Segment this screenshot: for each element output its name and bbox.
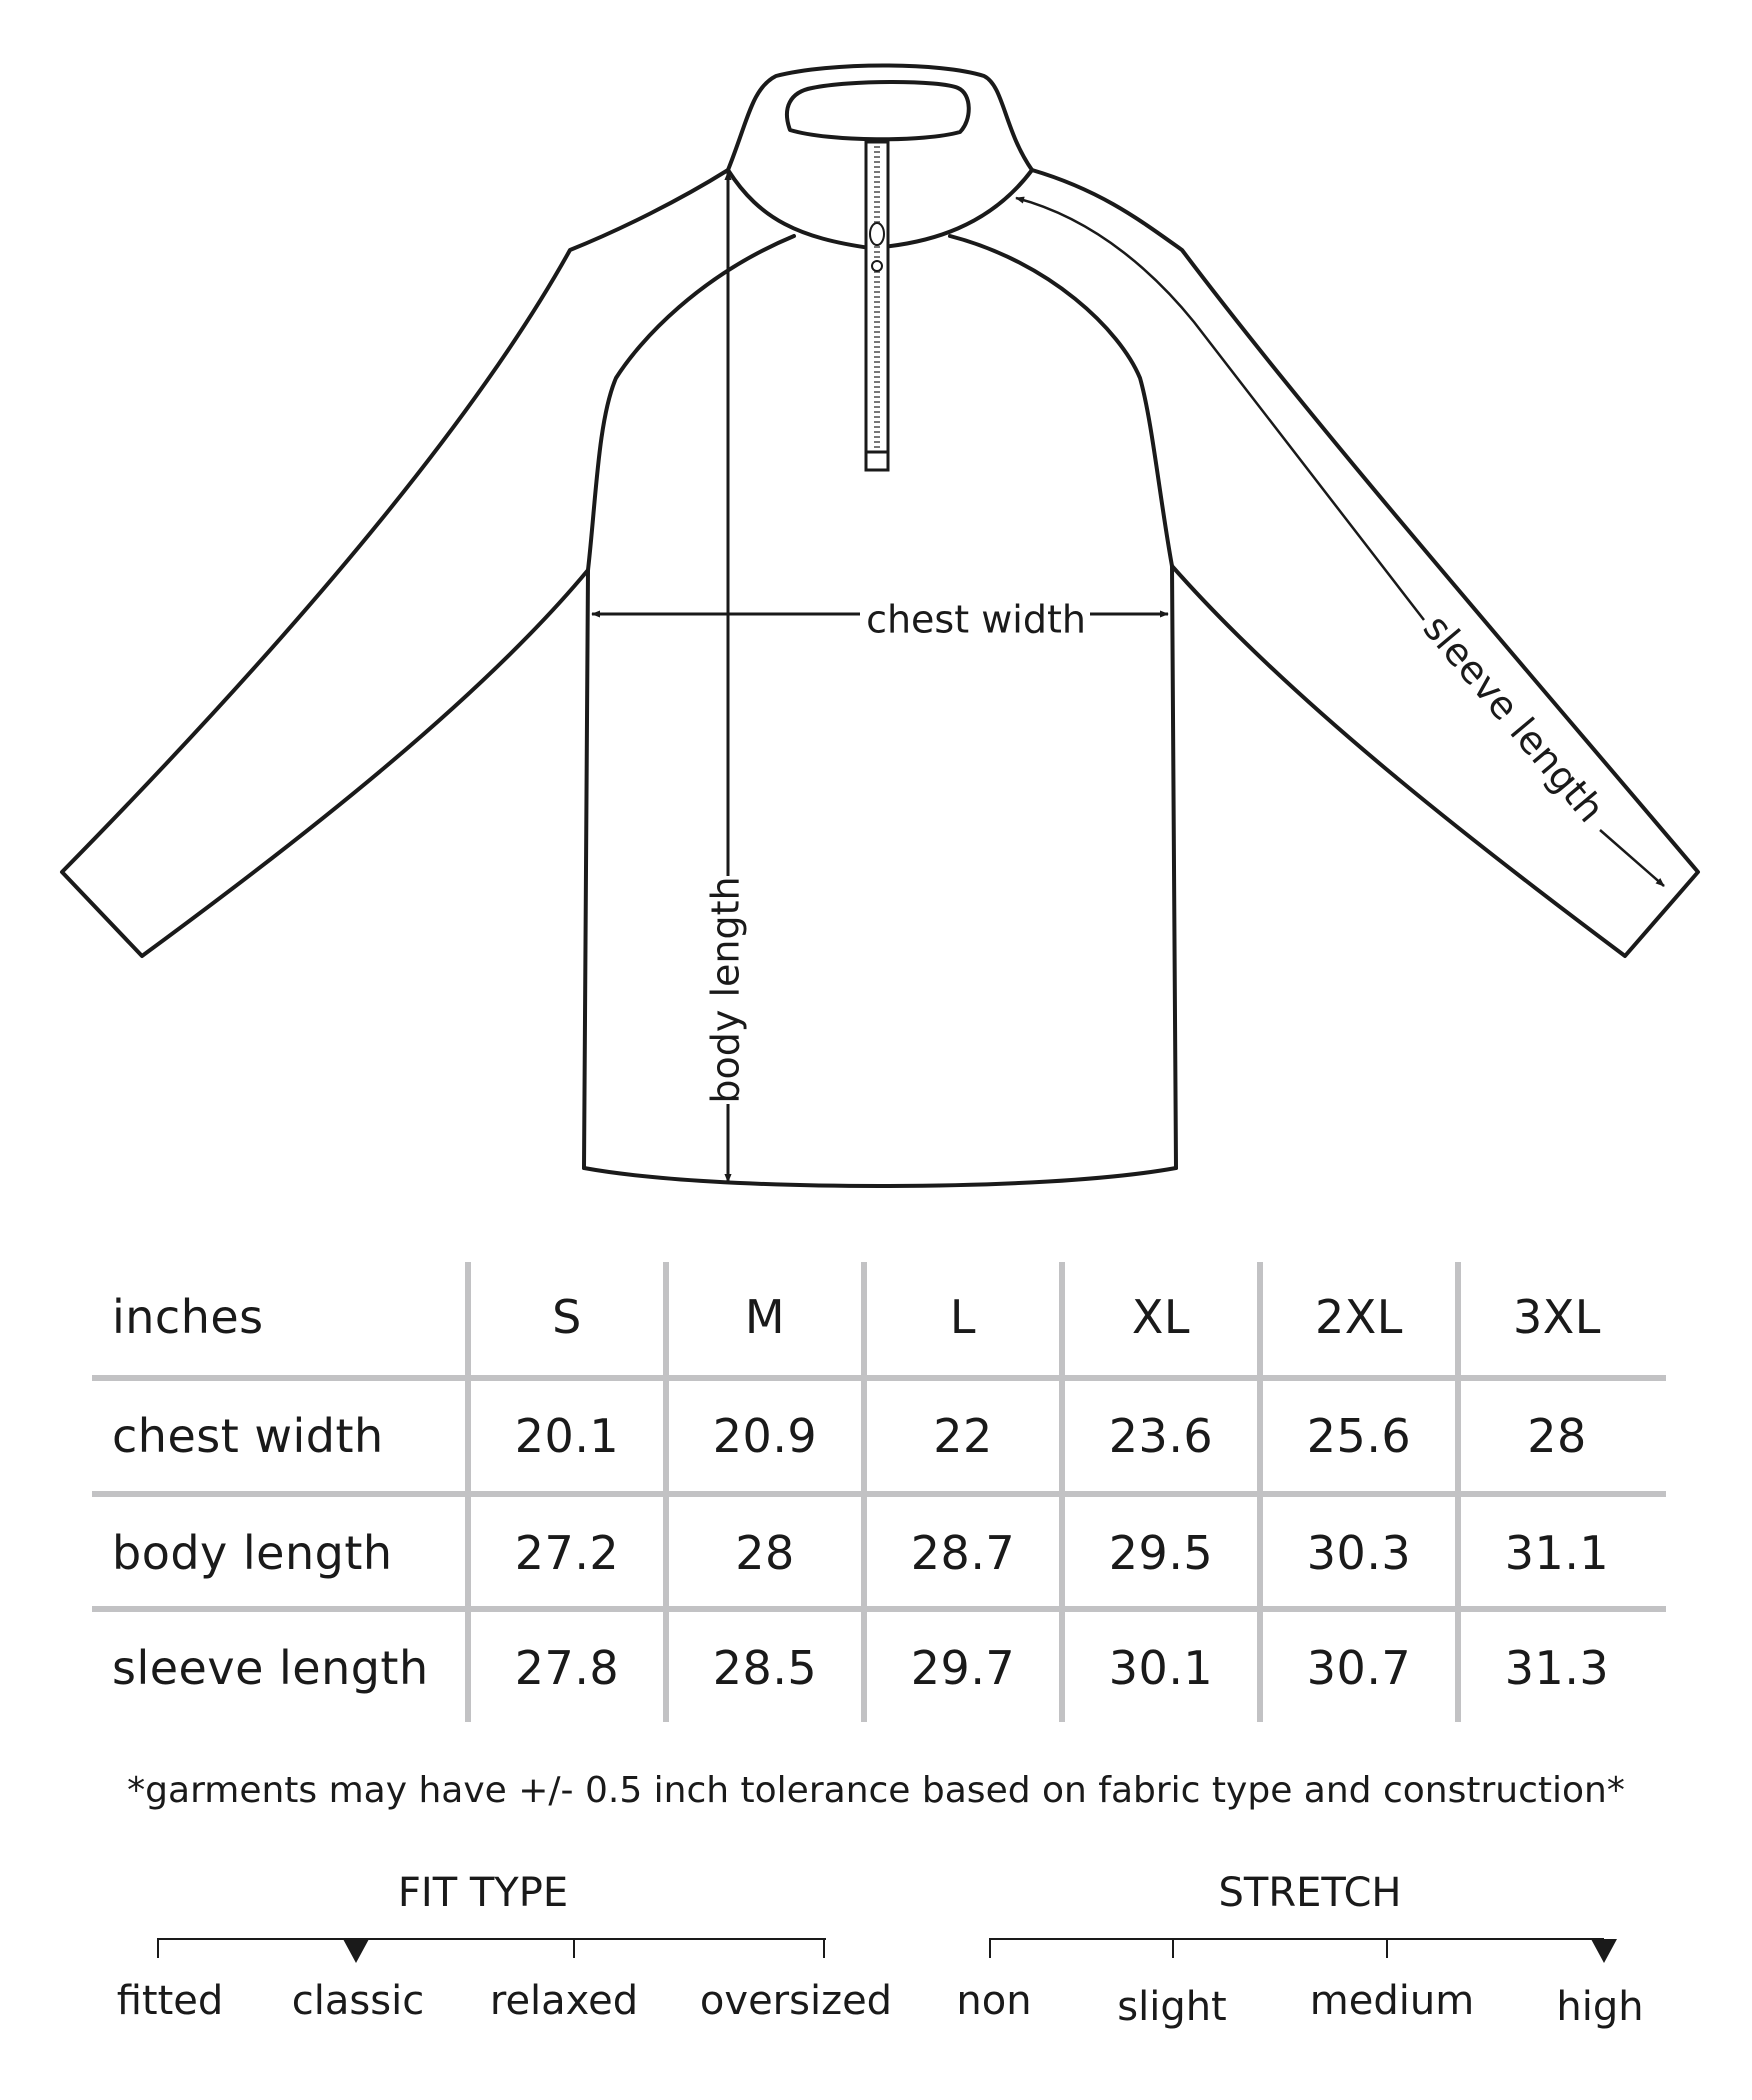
left-sleeve	[62, 170, 728, 956]
stretch-option: slight	[1117, 1984, 1227, 2030]
table-cell: 28	[1527, 1409, 1587, 1463]
body-left-side	[584, 570, 588, 1168]
fit-type-tick	[823, 1938, 825, 1958]
table-cell: 22	[933, 1409, 993, 1463]
row-label: chest width	[112, 1409, 384, 1463]
body-hem	[584, 1168, 1176, 1186]
column-divider	[465, 1262, 471, 1722]
table-cell: 31.3	[1504, 1641, 1610, 1695]
row-label: sleeve length	[112, 1641, 429, 1695]
size-header: 2XL	[1315, 1290, 1403, 1344]
right-raglan-seam	[950, 236, 1172, 566]
chest-width-measure	[592, 598, 1168, 642]
size-table	[92, 1262, 1666, 1727]
fit-type-tick	[573, 1938, 575, 1958]
unit-label: inches	[112, 1290, 264, 1344]
stretch-selected-marker	[1591, 1939, 1617, 1963]
table-cell: 30.1	[1108, 1641, 1214, 1695]
sleeve-length-measure	[1016, 198, 1664, 886]
table-cell: 27.8	[514, 1641, 620, 1695]
table-cell: 28.7	[910, 1526, 1016, 1580]
right-sleeve	[1032, 170, 1698, 956]
size-header: 3XL	[1513, 1290, 1601, 1344]
stretch-option: medium	[1309, 1978, 1475, 2024]
chest-width-label: chest width	[866, 597, 1086, 642]
table-cell: 23.6	[1108, 1409, 1214, 1463]
table-cell: 28.5	[712, 1641, 818, 1695]
table-cell: 30.7	[1306, 1641, 1412, 1695]
stretch-title: STRETCH	[1218, 1870, 1402, 1916]
column-divider	[1257, 1262, 1263, 1722]
stretch-option: non	[956, 1978, 1032, 2024]
table-header-row	[92, 1262, 1666, 1372]
size-header: L	[949, 1290, 977, 1344]
body-right-side	[1172, 566, 1176, 1168]
table-cell: 28	[735, 1526, 795, 1580]
table-row	[92, 1497, 1666, 1609]
sleeve-length-label: sleeve length	[1414, 606, 1614, 831]
size-header: M	[744, 1290, 786, 1344]
table-cell: 29.7	[910, 1641, 1016, 1695]
table-cell: 30.3	[1306, 1526, 1412, 1580]
fit-type-tick	[157, 1938, 159, 1958]
fit-type-option: classic	[291, 1978, 425, 2024]
column-divider	[861, 1262, 867, 1722]
body-length-label: body length	[703, 876, 748, 1104]
zipper	[866, 142, 888, 470]
fit-type-title: FIT TYPE	[397, 1870, 569, 1916]
table-cell: 27.2	[514, 1526, 620, 1580]
row-label: body length	[112, 1526, 393, 1580]
fit-type-option: relaxed	[489, 1978, 639, 2024]
stretch-option: high	[1556, 1984, 1644, 2030]
table-cell: 20.1	[514, 1409, 620, 1463]
body-length-measure	[704, 172, 748, 1182]
column-divider	[1455, 1262, 1461, 1722]
stretch-axis	[990, 1938, 1604, 1940]
tolerance-note: *garments may have +/- 0.5 inch tolerance based on fabric type and construction*	[127, 1770, 1625, 1811]
table-cell: 29.5	[1108, 1526, 1214, 1580]
table-cell: 20.9	[712, 1409, 818, 1463]
column-divider	[1059, 1262, 1065, 1722]
column-divider	[663, 1262, 669, 1722]
left-raglan-seam	[588, 236, 794, 570]
fit-type-option: fitted	[116, 1978, 224, 2024]
table-row	[92, 1381, 1666, 1491]
table-cell: 31.1	[1504, 1526, 1610, 1580]
stretch-tick	[1172, 1938, 1174, 1958]
table-cell: 25.6	[1306, 1409, 1412, 1463]
fit-type-option: oversized	[699, 1978, 893, 2024]
stretch-tick	[989, 1938, 991, 1958]
fit-type-axis	[158, 1938, 826, 1940]
table-row	[92, 1612, 1666, 1724]
size-header: XL	[1131, 1290, 1191, 1344]
stretch-tick	[1386, 1938, 1388, 1958]
fit-type-selected-marker	[343, 1939, 369, 1963]
collar-inner	[787, 82, 969, 139]
size-header: S	[552, 1290, 582, 1344]
